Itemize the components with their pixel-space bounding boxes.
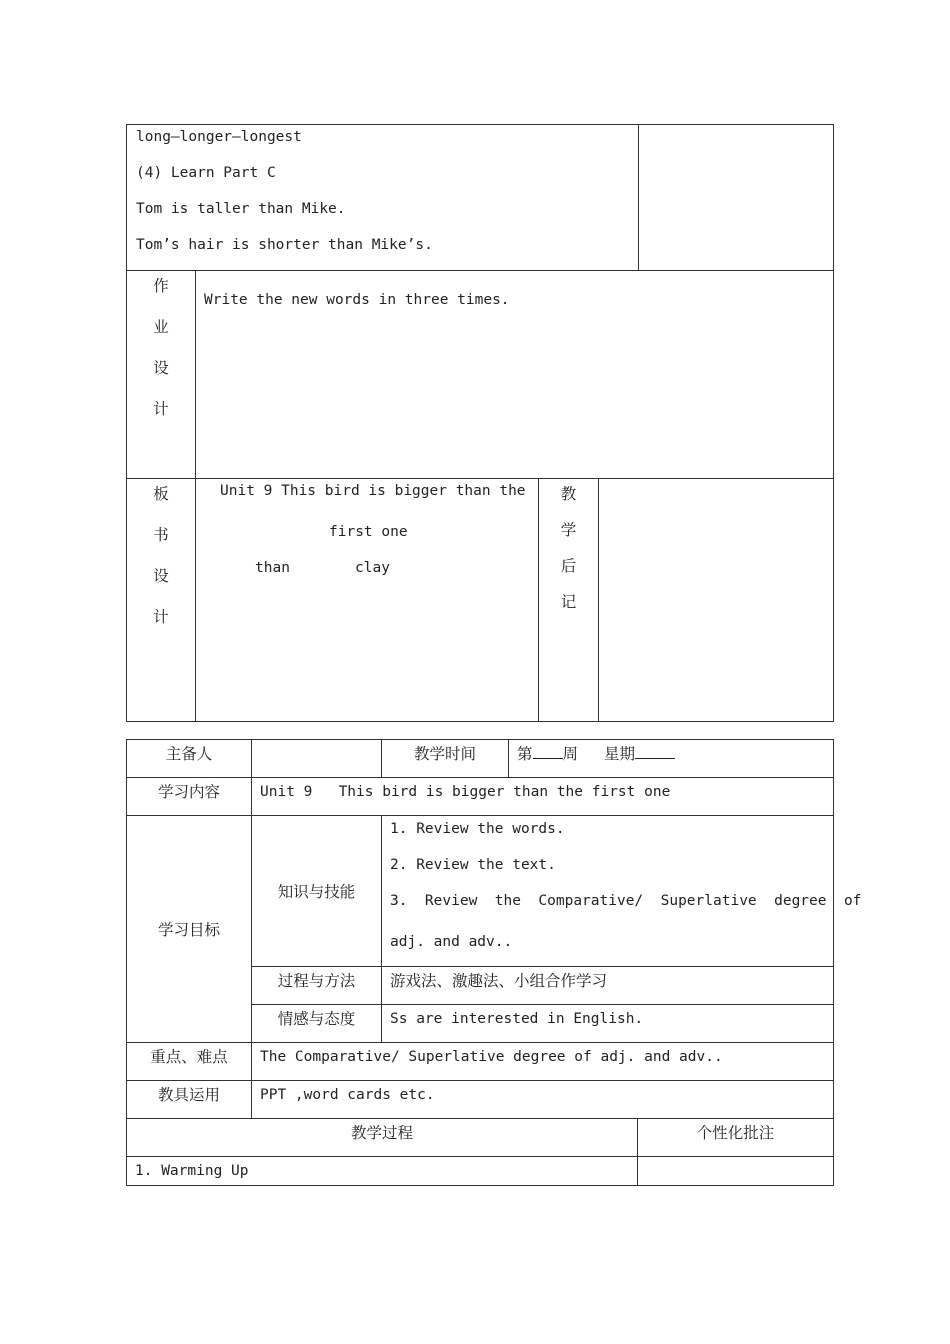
board-label-char: 计 bbox=[153, 608, 169, 626]
knowledge-item: 3. Review the Comparative/ Superlative degree of bbox=[390, 893, 862, 909]
notes-label-char: 后 bbox=[560, 557, 577, 575]
homework-label-char: 作 bbox=[153, 277, 169, 295]
attitude-value: Ss are interested in English. bbox=[382, 1005, 834, 1043]
lesson-plan-table-top bbox=[126, 124, 834, 722]
board-label-char: 设 bbox=[153, 567, 169, 585]
homework-cell bbox=[196, 271, 834, 479]
homework-label-char: 设 bbox=[153, 359, 169, 377]
board-label bbox=[127, 479, 196, 722]
week-prefix: 第 bbox=[517, 745, 533, 763]
key-points-label: 重点、难点 bbox=[127, 1043, 252, 1081]
board-label-char: 板 bbox=[153, 485, 169, 503]
annotation-cell bbox=[639, 125, 834, 271]
board-word: clay bbox=[355, 560, 390, 576]
part-c-line: long—longer—longest bbox=[136, 129, 302, 145]
notes-label-char: 学 bbox=[560, 521, 577, 539]
teaching-notes-cell bbox=[599, 479, 834, 722]
process-value: 游戏法、激趣法、小组合作学习 bbox=[382, 967, 834, 1005]
knowledge-cell bbox=[382, 816, 862, 967]
attitude-label: 情感与态度 bbox=[252, 1005, 382, 1043]
key-points-value: The Comparative/ Superlative degree of adj. and adv.. bbox=[252, 1043, 834, 1081]
part-c-cell bbox=[127, 125, 639, 271]
board-design-cell bbox=[196, 479, 539, 722]
homework-label-char: 业 bbox=[153, 318, 169, 336]
knowledge-item: 1. Review the words. bbox=[390, 821, 565, 837]
tools-label: 教具运用 bbox=[127, 1081, 252, 1119]
part-c-line: Tom is taller than Mike. bbox=[136, 201, 346, 217]
board-label-char: 书 bbox=[153, 526, 169, 544]
personal-notes-header: 个性化批注 bbox=[638, 1119, 834, 1157]
process-label: 过程与方法 bbox=[252, 967, 382, 1005]
tools-value: PPT ,word cards etc. bbox=[252, 1081, 834, 1119]
teaching-notes-label bbox=[539, 479, 599, 722]
goals-label: 学习目标 bbox=[127, 816, 252, 1043]
lead-teacher-label: 主备人 bbox=[127, 740, 252, 778]
lead-teacher-value bbox=[252, 740, 382, 778]
knowledge-label: 知识与技能 bbox=[252, 816, 382, 967]
step-warming-up: 1. Warming Up bbox=[127, 1157, 638, 1186]
day-prefix: 星期 bbox=[604, 745, 636, 763]
part-c-line: (4) Learn Part C bbox=[136, 165, 276, 181]
notes-label-char: 教 bbox=[560, 485, 577, 503]
homework-label bbox=[127, 271, 196, 479]
board-title-line1: Unit 9 This bird is bigger than the bbox=[220, 483, 526, 499]
week-suffix: 周 bbox=[562, 745, 579, 763]
board-title-line2: first one bbox=[329, 524, 408, 540]
week-blank bbox=[533, 744, 563, 759]
content-value: Unit 9 This bird is bigger than the first one bbox=[252, 778, 834, 816]
knowledge-item: 2. Review the text. bbox=[390, 857, 556, 873]
part-c-line: Tom’s hair is shorter than Mike’s. bbox=[136, 237, 433, 253]
teaching-time-value bbox=[509, 740, 834, 778]
board-word: than bbox=[255, 560, 290, 576]
notes-label-char: 记 bbox=[560, 593, 577, 611]
teaching-process-header: 教学过程 bbox=[127, 1119, 638, 1157]
teaching-time-label: 教学时间 bbox=[382, 740, 509, 778]
day-blank bbox=[635, 744, 675, 759]
homework-text: Write the new words in three times. bbox=[204, 292, 510, 308]
knowledge-item: adj. and adv.. bbox=[390, 934, 513, 950]
content-label: 学习内容 bbox=[127, 778, 252, 816]
step-notes-cell bbox=[638, 1157, 834, 1186]
homework-label-char: 计 bbox=[153, 400, 169, 418]
lesson-plan-table-bottom bbox=[126, 739, 862, 1186]
